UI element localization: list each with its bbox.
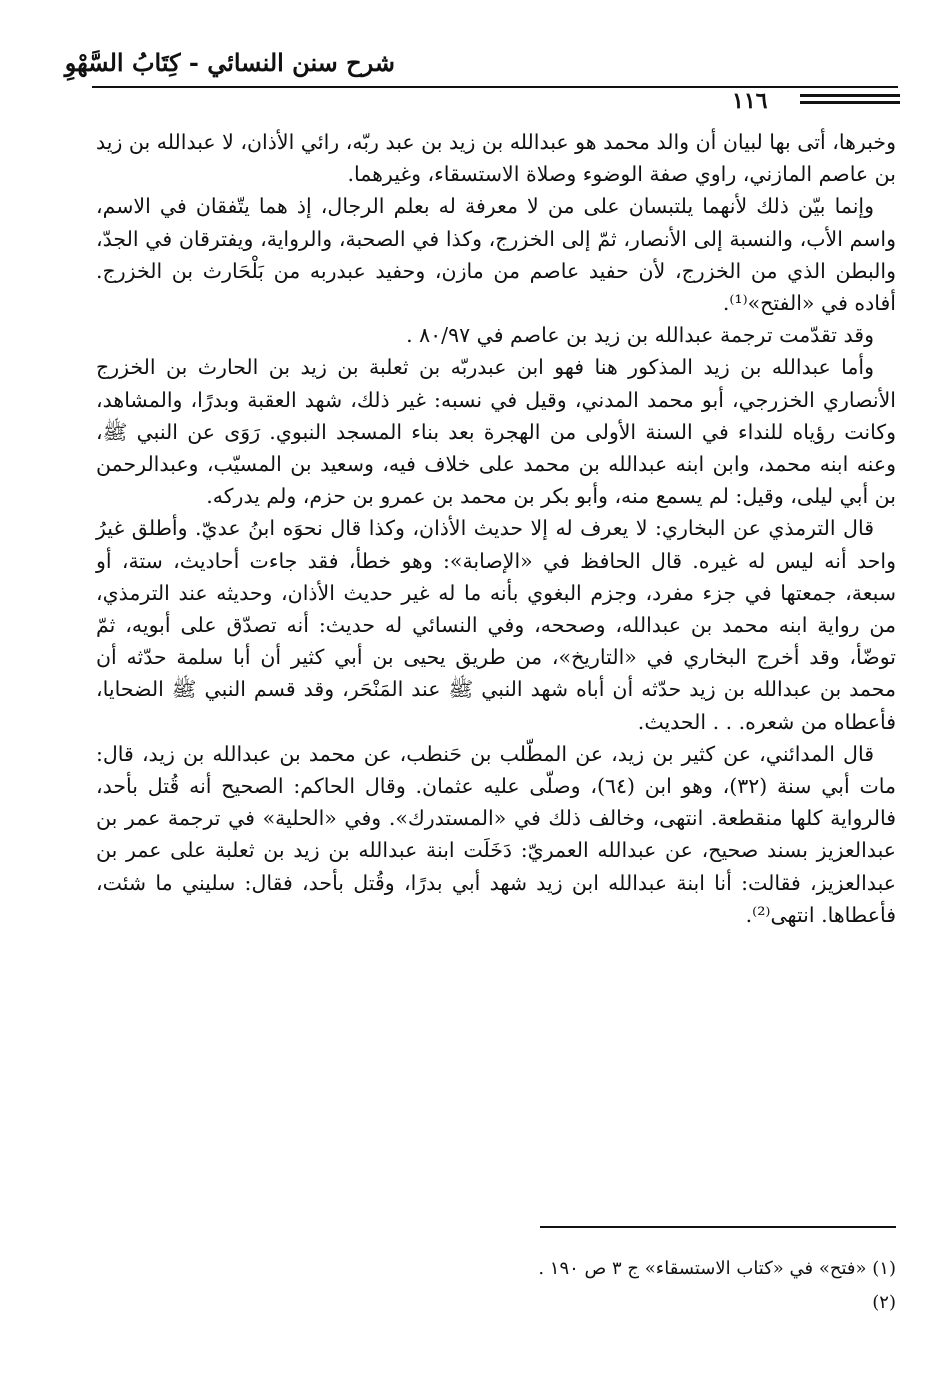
paragraph: قال الترمذي عن البخاري: لا يعرف له إلا حديث الأذان، وكذا قال نحوَه ابنُ عديّ. وأطلق غيرُ واحد أنه ليس له غيره. قال الحافظ في «الإصابة»: وهو خطأ، فقد جاءت أحاديث، ستة، أو سبعة، جمعتها في جزء مفرد، وجزم البغوي بأنه ما له غير حديث الأذان، وحديثه عند الترمذي، من رواية ابنه محمد بن عبدالله، وصححه، وفي النسائي له حديث: أنه تصدّق على أبويه، ثمّ توضّأ، وقد أخرج البخاري في «التاريخ»، من طريق يحيى بن أبي كثير أن أبا سلمة حدّثه أن محمد بن عبدالله بن زيد حدّثه أن أباه شهد النبي ﷺ عند المَنْحَر، وقد قسم النبي ﷺ الضحايا، فأعطاه من شعره. . . الحديث.: [96, 516, 896, 734]
footnote: (٢): [872, 1292, 896, 1313]
paragraph: وخبرها، أتى بها لبيان أن والد محمد هو عبدالله بن زيد بن عبد ربّه، رائي الأذان، لا عبدالله بن زيد بن عاصم المازني، راوي صفة الوضوء وصلاة الاستسقاء، وغيرهما.: [96, 130, 896, 187]
paragraph: وقد تقدّمت ترجمة عبدالله بن زيد بن عاصم في ٨٠/٩٧ .: [406, 323, 874, 348]
page-number-ornament: [800, 94, 900, 108]
page-number-row: [720, 88, 900, 114]
paragraph: وإنما بيّن ذلك لأنهما يلتبسان على من لا معرفة له بعلم الرجال، إذ هما يتّفقان في الاسم، واسم الأب، والنسبة إلى الأنصار، ثمّ إلى الخزرج، وكذا في الصحبة، والرواية، ويفترقان في الجدّ، والبطن الذي من الخزرج، لأن حفيد عاصم من مازن، وحفيد عبدربه من بَلْحَارث بن الخزرج. أفاده في «الفتح»⁽¹⁾.: [96, 194, 896, 316]
page-number: ١١٦: [732, 88, 768, 114]
footnote-rule: [540, 1226, 896, 1228]
running-header-title: شرح سنن النسائي - كِتَابُ السَّهْوِ: [64, 48, 395, 77]
main-text: [96, 126, 896, 931]
footnotes: [96, 1252, 896, 1320]
paragraph: وأما عبدالله بن زيد المذكور هنا فهو ابن عبدربّه بن ثعلبة بن زيد بن الحارث بن الخزرج الأنصاري الخزرجي، أبو محمد المدني، وقيل في نسبه: غير ذلك، شهد العقبة وبدرًا، والمشاهد، وكانت رؤياه للنداء في السنة الأولى من الهجرة بعد بناء المسجد النبوي. رَوَى عن النبي ﷺ، وعنه ابنه محمد، وابن ابنه عبدالله بن محمد على خلاف فيه، وسعيد بن المسيّب، وعبدالرحمن بن أبي ليلى، وقيل: لم يسمع منه، وأبو بكر بن محمد بن عمرو بن حزم، ولم يدركه.: [96, 355, 896, 509]
paragraph: قال المدائني، عن كثير بن زيد، عن المطّلب بن حَنطب، عن محمد بن عبدالله بن زيد، قال: مات أبي سنة (٣٢)، وهو ابن (٦٤)، وصلّى عليه عثمان. وقال الحاكم: الصحيح أنه قُتل بأحد، فالرواية كلها منقطعة. انتهى، وخالف ذلك في «المستدرك». وفي «الحلية» في ترجمة عمر بن عبدالعزيز بسند صحيح، عن عبدالله العمريّ: دَخَلَت ابنة عبدالله بن زيد بن ثعلبة على عمر بن عبدالعزيز، فقالت: أنا ابنة عبدالله ابن زيد شهد أبي بدرًا، وقُتل بأحد، فقال: سليني ما شئت، فأعطاها. انتهى⁽²⁾.: [96, 741, 896, 927]
footnote: (١) «فتح» في «كتاب الاستسقاء» ج ٣ ص ١٩٠ .: [538, 1258, 896, 1279]
